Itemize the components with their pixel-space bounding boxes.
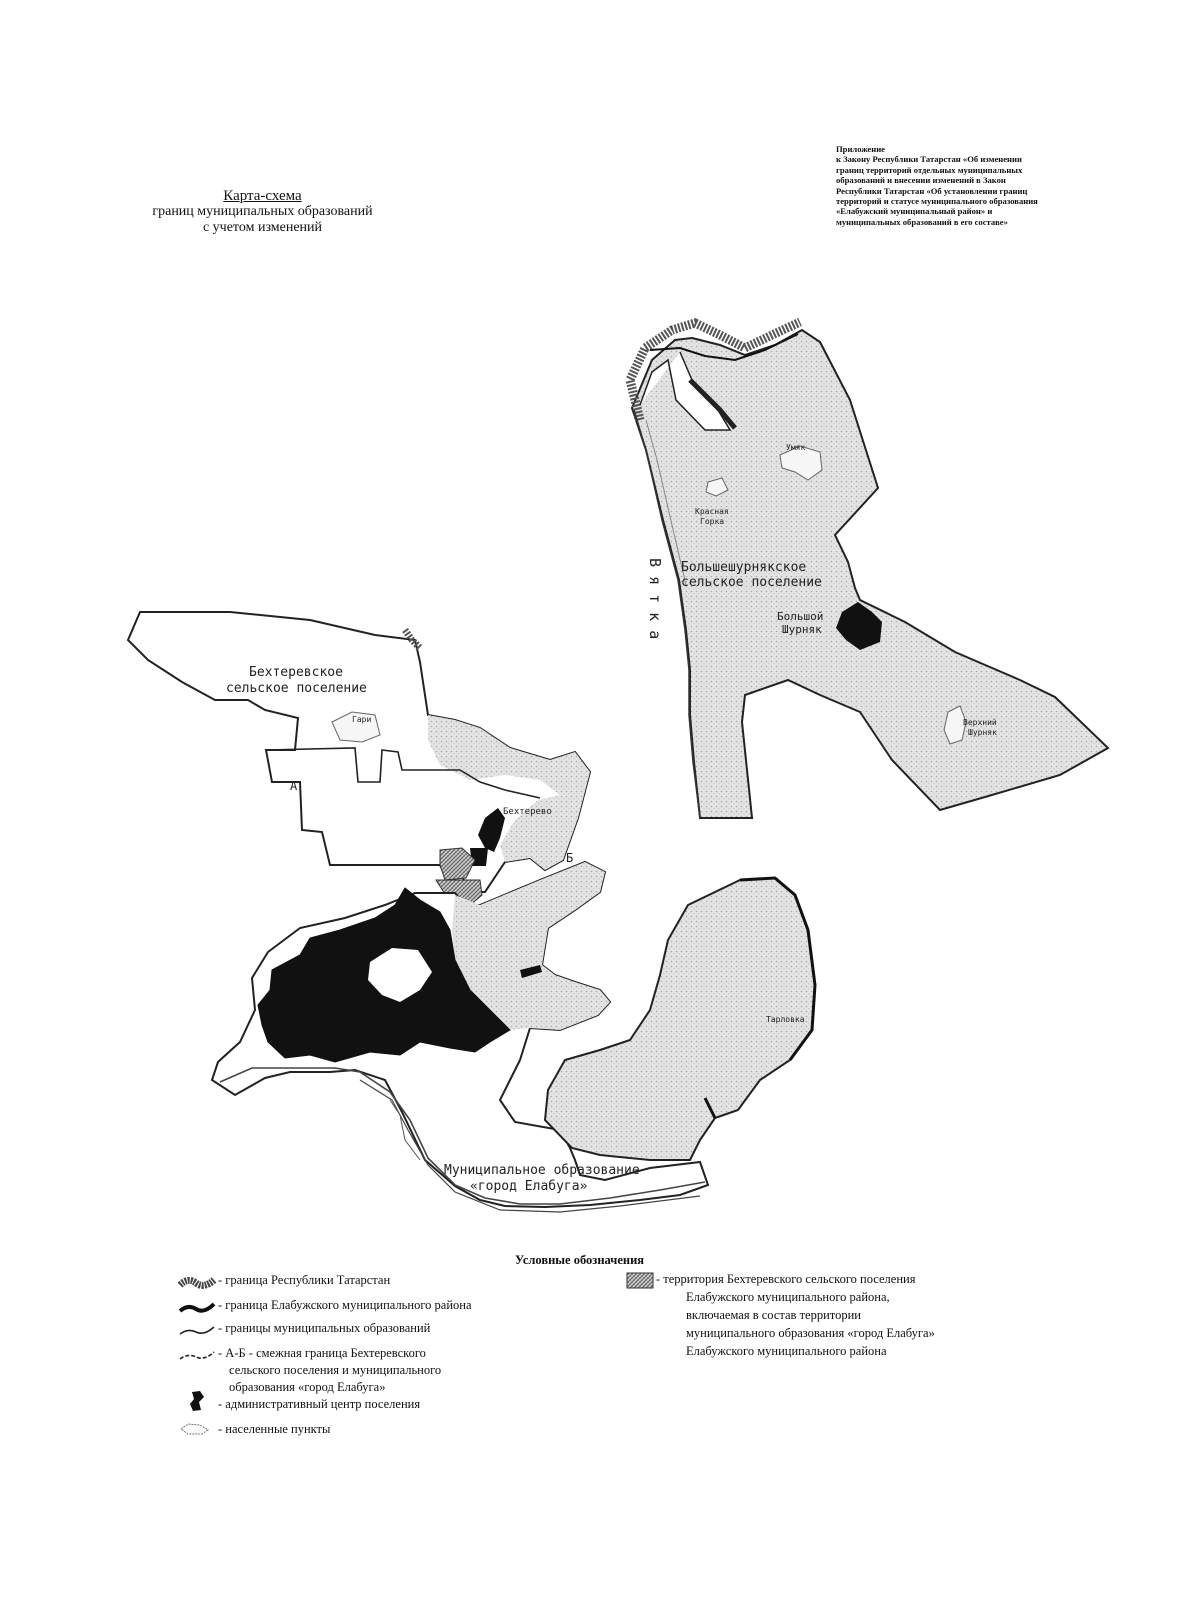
settlement-icon bbox=[178, 1421, 212, 1437]
legend-item-district-border: - граница Елабужского муниципального района bbox=[218, 1298, 472, 1312]
gari-label: Гари bbox=[352, 715, 372, 724]
legend-item-transferred-territory-cont: включаемая в состав территории bbox=[686, 1308, 861, 1322]
legend-item-transferred-territory-cont: муниципального образования «город Елабуга» bbox=[686, 1326, 935, 1340]
umyak-label: Умяк bbox=[786, 443, 806, 452]
boundary-point-a: А bbox=[290, 779, 298, 793]
bekhterevo-label-2: сельское поселение bbox=[226, 681, 367, 696]
tarlovka-label: Тарловка bbox=[766, 1015, 805, 1024]
appendix-line: границ территорий отдельных муниципальных bbox=[836, 164, 1023, 175]
legend-item-transferred-territory: - территория Бехтеревского сельского поселения bbox=[656, 1272, 916, 1286]
legend-title: Условные обозначения bbox=[515, 1253, 645, 1267]
legend-item-municipal-border: - границы муниципальных образований bbox=[218, 1321, 431, 1335]
legend-item-adjacent-border-cont: сельского поселения и муниципального bbox=[229, 1363, 442, 1377]
transferred-territory-icon bbox=[626, 1272, 654, 1290]
appendix-line: «Елабужский муниципальный район» и bbox=[836, 206, 993, 217]
bolsheshurnyak-label-2: сельское поселение bbox=[681, 575, 822, 590]
legend-item-adjacent-border-cont: образования «город Елабуга» bbox=[229, 1380, 386, 1394]
appendix-line: муниципальных образований в его составе» bbox=[836, 216, 1008, 227]
boundary-point-b: Б bbox=[566, 851, 574, 865]
bolshoy-shurnyak-label-1: Большой bbox=[777, 610, 824, 623]
elabuga-label-1: Муниципальное образование bbox=[444, 1163, 640, 1178]
bekhterevo-settlement-area bbox=[128, 612, 590, 912]
map-title: Карта-схема bbox=[223, 188, 302, 204]
verkhniy-shurnyak-label-2: Шурняк bbox=[968, 728, 997, 737]
municipal-border-icon bbox=[178, 1323, 218, 1337]
map-subtitle-line-2: с учетом изменений bbox=[202, 220, 323, 235]
legend-item-settlement: - населенные пункты bbox=[218, 1422, 331, 1436]
appendix-line: Республики Татарстан «Об установлении границ bbox=[836, 185, 1028, 196]
bolsheshurnyak-label-1: Большешурнякское bbox=[681, 560, 807, 575]
legend-item-admin-center: - административный центр поселения bbox=[218, 1397, 421, 1411]
appendix-line: образований и внесении изменений в Закон bbox=[836, 175, 1006, 186]
adjacent-border-icon bbox=[178, 1348, 218, 1362]
legend-item-adjacent-border: - А-Б - смежная граница Бехтеревского bbox=[218, 1346, 426, 1360]
appendix-line: территорий и статусе муниципального образования bbox=[836, 196, 1038, 207]
legend-item-transferred-territory-cont: Елабужского муниципального района, bbox=[686, 1290, 890, 1304]
verkhniy-shurnyak-label-1: Верхний bbox=[963, 718, 997, 727]
bolshoy-shurnyak-label-2: Шурняк bbox=[782, 623, 822, 636]
appendix-line: к Закону Республики Татарстан «Об изменении bbox=[836, 154, 1022, 165]
map-subtitle-line-1: границ муниципальных образований bbox=[152, 204, 373, 219]
republic-border-icon bbox=[178, 1275, 218, 1289]
vyatka-river-label: В я т к а bbox=[646, 558, 664, 640]
admin-center-icon bbox=[186, 1390, 208, 1412]
krasnaya-gorka-label-1: Красная bbox=[695, 507, 729, 516]
district-border-icon bbox=[178, 1300, 218, 1314]
legend-item-republic-border: - граница Республики Татарстан bbox=[218, 1273, 391, 1287]
elabuga-label-2: «город Елабуга» bbox=[470, 1179, 588, 1194]
legend-item-transferred-territory-cont: Елабужского муниципального района bbox=[686, 1344, 887, 1358]
bekhterevo-village-label: Бехтерево bbox=[503, 807, 552, 817]
bekhterevo-label-1: Бехтеревское bbox=[249, 665, 343, 680]
krasnaya-gorka-label-2: Горка bbox=[700, 517, 725, 526]
appendix-line: Приложение bbox=[836, 144, 885, 154]
